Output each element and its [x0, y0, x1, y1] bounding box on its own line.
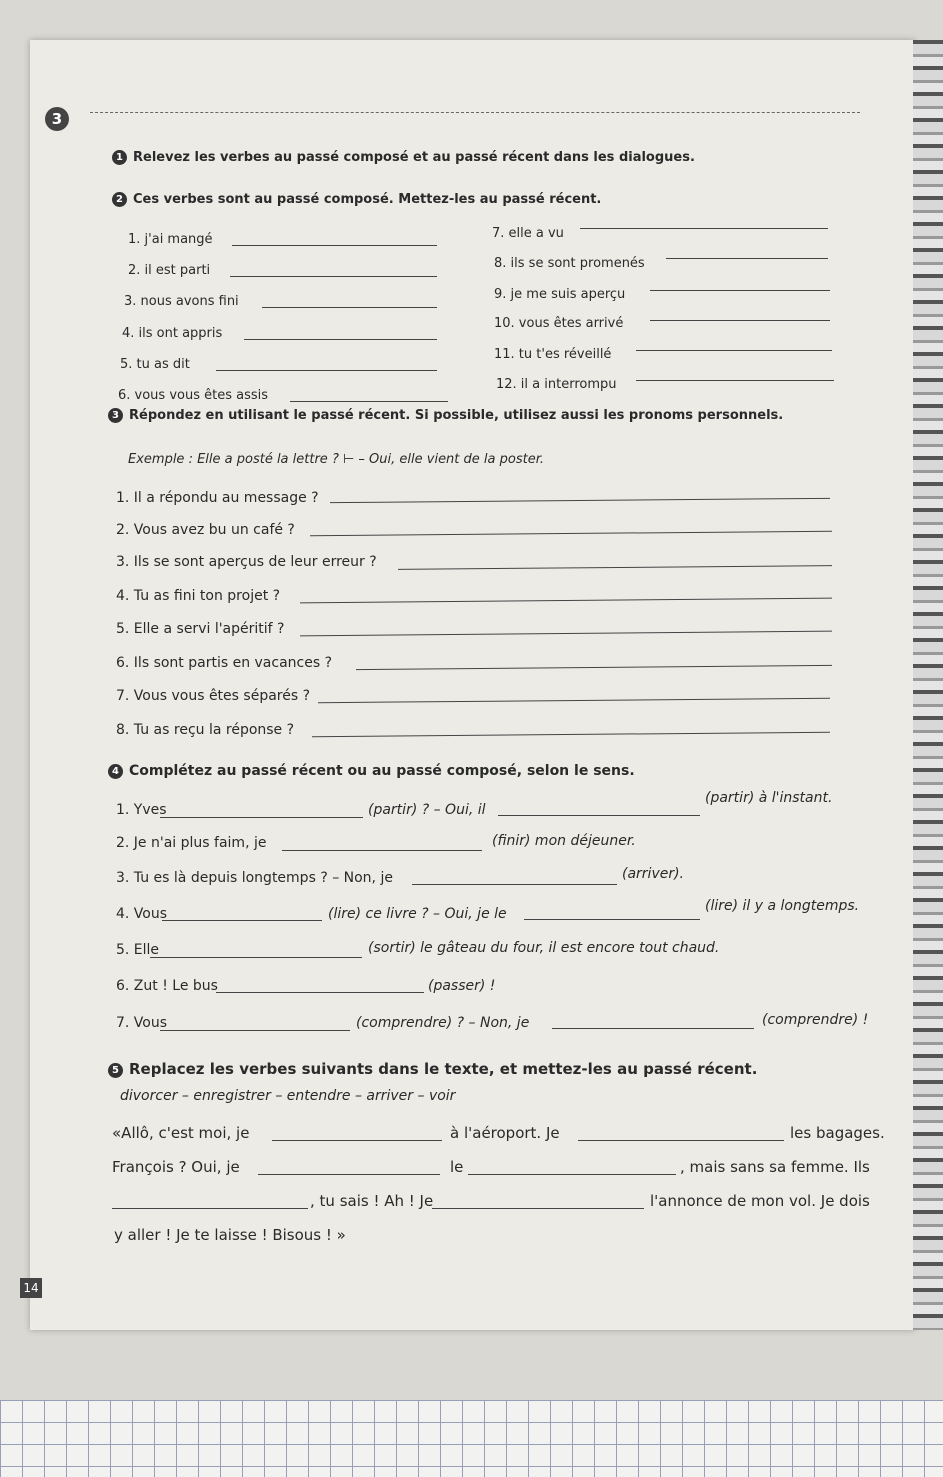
answer-line[interactable] — [230, 276, 437, 277]
spiral-binding — [913, 40, 943, 1330]
ex5-number: 5 — [108, 1063, 123, 1078]
ex4-text: 3. Tu es là depuis longtemps ? – Non, je — [116, 870, 393, 886]
ex2-item: 6. vous vous êtes assis — [118, 388, 269, 403]
ex4-text: 2. Je n'ai plus faim, je — [116, 835, 267, 851]
ex5-text: «Allô, c'est moi, je — [112, 1124, 250, 1142]
ex4-text: 7. Vous — [116, 1015, 168, 1031]
ex4-text: 1. Yves — [116, 802, 167, 818]
ex1-instruction: 1 Relevez les verbes au passé composé et au passé récent dans les dialogues. — [112, 150, 695, 165]
answer-line[interactable] — [262, 307, 437, 308]
ex5-text: , mais sans sa femme. Ils — [680, 1158, 870, 1176]
ex2-item: 10. vous êtes arrivé — [494, 316, 624, 331]
ex1-number: 1 — [112, 150, 127, 165]
answer-line[interactable] — [636, 380, 834, 381]
ex5-verbs: divorcer – enregistrer – entendre – arriver – voir — [120, 1088, 456, 1104]
ex2-item: 11. tu t'es réveillé — [494, 347, 612, 362]
ex4-number: 4 — [108, 764, 123, 779]
answer-line[interactable] — [282, 850, 482, 851]
ex4-text: (finir) mon déjeuner. — [492, 833, 636, 849]
answer-line[interactable] — [578, 1140, 784, 1141]
ex4-instruction: 4 Complétez au passé récent ou au passé composé, selon le sens. — [108, 763, 635, 779]
ex2-item: 8. ils se sont promenés — [494, 256, 645, 271]
answer-line[interactable] — [636, 350, 832, 351]
ex3-item: 6. Ils sont partis en vacances ? — [116, 655, 333, 671]
answer-line[interactable] — [650, 290, 830, 291]
answer-line[interactable] — [216, 992, 424, 993]
answer-line[interactable] — [552, 1028, 754, 1029]
ex4-text: 5. Elle — [116, 942, 160, 958]
ex2-instruction: 2 Ces verbes sont au passé composé. Mettez-les au passé récent. — [112, 192, 601, 207]
ex2-item: 9. je me suis aperçu — [494, 287, 626, 302]
ex2-item: 4. ils ont appris — [122, 326, 223, 341]
ex5-text: l'annonce de mon vol. Je dois — [650, 1192, 870, 1210]
header-rule — [90, 112, 860, 113]
ex2-item: 1. j'ai mangé — [128, 232, 213, 247]
section-number: 3 — [45, 107, 69, 131]
ex3-item: 2. Vous avez bu un café ? — [116, 522, 295, 538]
ex2-number: 2 — [112, 192, 127, 207]
grid-paper — [0, 1400, 943, 1477]
ex2-item: 3. nous avons fini — [124, 294, 239, 309]
ex5-text: François ? Oui, je — [112, 1158, 240, 1176]
ex4-text: (lire) il y a longtemps. — [705, 898, 860, 914]
ex4-text: (partir) ? – Oui, il — [368, 802, 486, 818]
ex3-item: 1. Il a répondu au message ? — [116, 490, 319, 506]
answer-line[interactable] — [498, 815, 700, 816]
ex4-text: (comprendre) ? – Non, je — [356, 1015, 530, 1031]
ex4-text: (sortir) le gâteau du four, il est encore tout chaud. — [368, 940, 720, 956]
answer-line[interactable] — [258, 1174, 440, 1175]
answer-line[interactable] — [232, 245, 437, 246]
ex4-text: (arriver). — [622, 866, 685, 882]
ex2-item: 12. il a interrompu — [496, 377, 617, 392]
ex5-text: , tu sais ! Ah ! Je — [310, 1192, 434, 1210]
ex3-item: 3. Ils se sont aperçus de leur erreur ? — [116, 554, 377, 570]
page-number: 14 — [20, 1278, 42, 1298]
answer-line[interactable] — [150, 957, 362, 958]
answer-line[interactable] — [160, 817, 363, 818]
ex5-text: y aller ! Je te laisse ! Bisous ! » — [114, 1226, 346, 1244]
ex3-item: 7. Vous vous êtes séparés ? — [116, 688, 311, 704]
ex4-text: 4. Vous — [116, 906, 168, 922]
answer-line[interactable] — [216, 370, 437, 371]
answer-line[interactable] — [290, 401, 448, 402]
ex2-item: 7. elle a vu — [492, 226, 564, 241]
answer-line[interactable] — [524, 919, 700, 920]
answer-line[interactable] — [162, 920, 322, 921]
ex3-number: 3 — [108, 408, 123, 423]
answer-line[interactable] — [666, 258, 828, 259]
answer-line[interactable] — [580, 228, 828, 229]
ex5-instruction: 5 Replacez les verbes suivants dans le texte, et mettez-les au passé récent. — [108, 1060, 757, 1078]
ex4-text: (comprendre) ! — [762, 1012, 869, 1028]
answer-line[interactable] — [468, 1174, 676, 1175]
answer-line[interactable] — [160, 1030, 350, 1031]
ex5-text: le — [450, 1158, 464, 1176]
answer-line[interactable] — [244, 339, 437, 340]
ex5-text: les bagages. — [790, 1124, 885, 1142]
answer-line[interactable] — [112, 1208, 308, 1209]
ex4-text: (partir) à l'instant. — [705, 790, 833, 806]
ex4-text: (passer) ! — [428, 978, 496, 994]
ex3-item: 4. Tu as fini ton projet ? — [116, 588, 281, 604]
ex2-item: 5. tu as dit — [120, 357, 190, 372]
answer-line[interactable] — [650, 320, 830, 321]
ex4-text: 6. Zut ! Le bus — [116, 978, 218, 994]
ex4-text: (lire) ce livre ? – Oui, je le — [328, 906, 507, 922]
ex3-item: 5. Elle a servi l'apéritif ? — [116, 621, 285, 637]
ex5-text: à l'aéroport. Je — [450, 1124, 560, 1142]
ex3-example: Exemple : Elle a posté la lettre ? ⊢ – Oui, elle vient de la poster. — [128, 452, 544, 467]
answer-line[interactable] — [412, 884, 617, 885]
answer-line[interactable] — [272, 1140, 442, 1141]
answer-line[interactable] — [432, 1208, 644, 1209]
ex3-item: 8. Tu as reçu la réponse ? — [116, 722, 295, 738]
ex2-item: 2. il est parti — [128, 263, 211, 278]
ex3-instruction: 3 Répondez en utilisant le passé récent. Si possible, utilisez aussi les pronoms personnels. — [108, 408, 783, 423]
